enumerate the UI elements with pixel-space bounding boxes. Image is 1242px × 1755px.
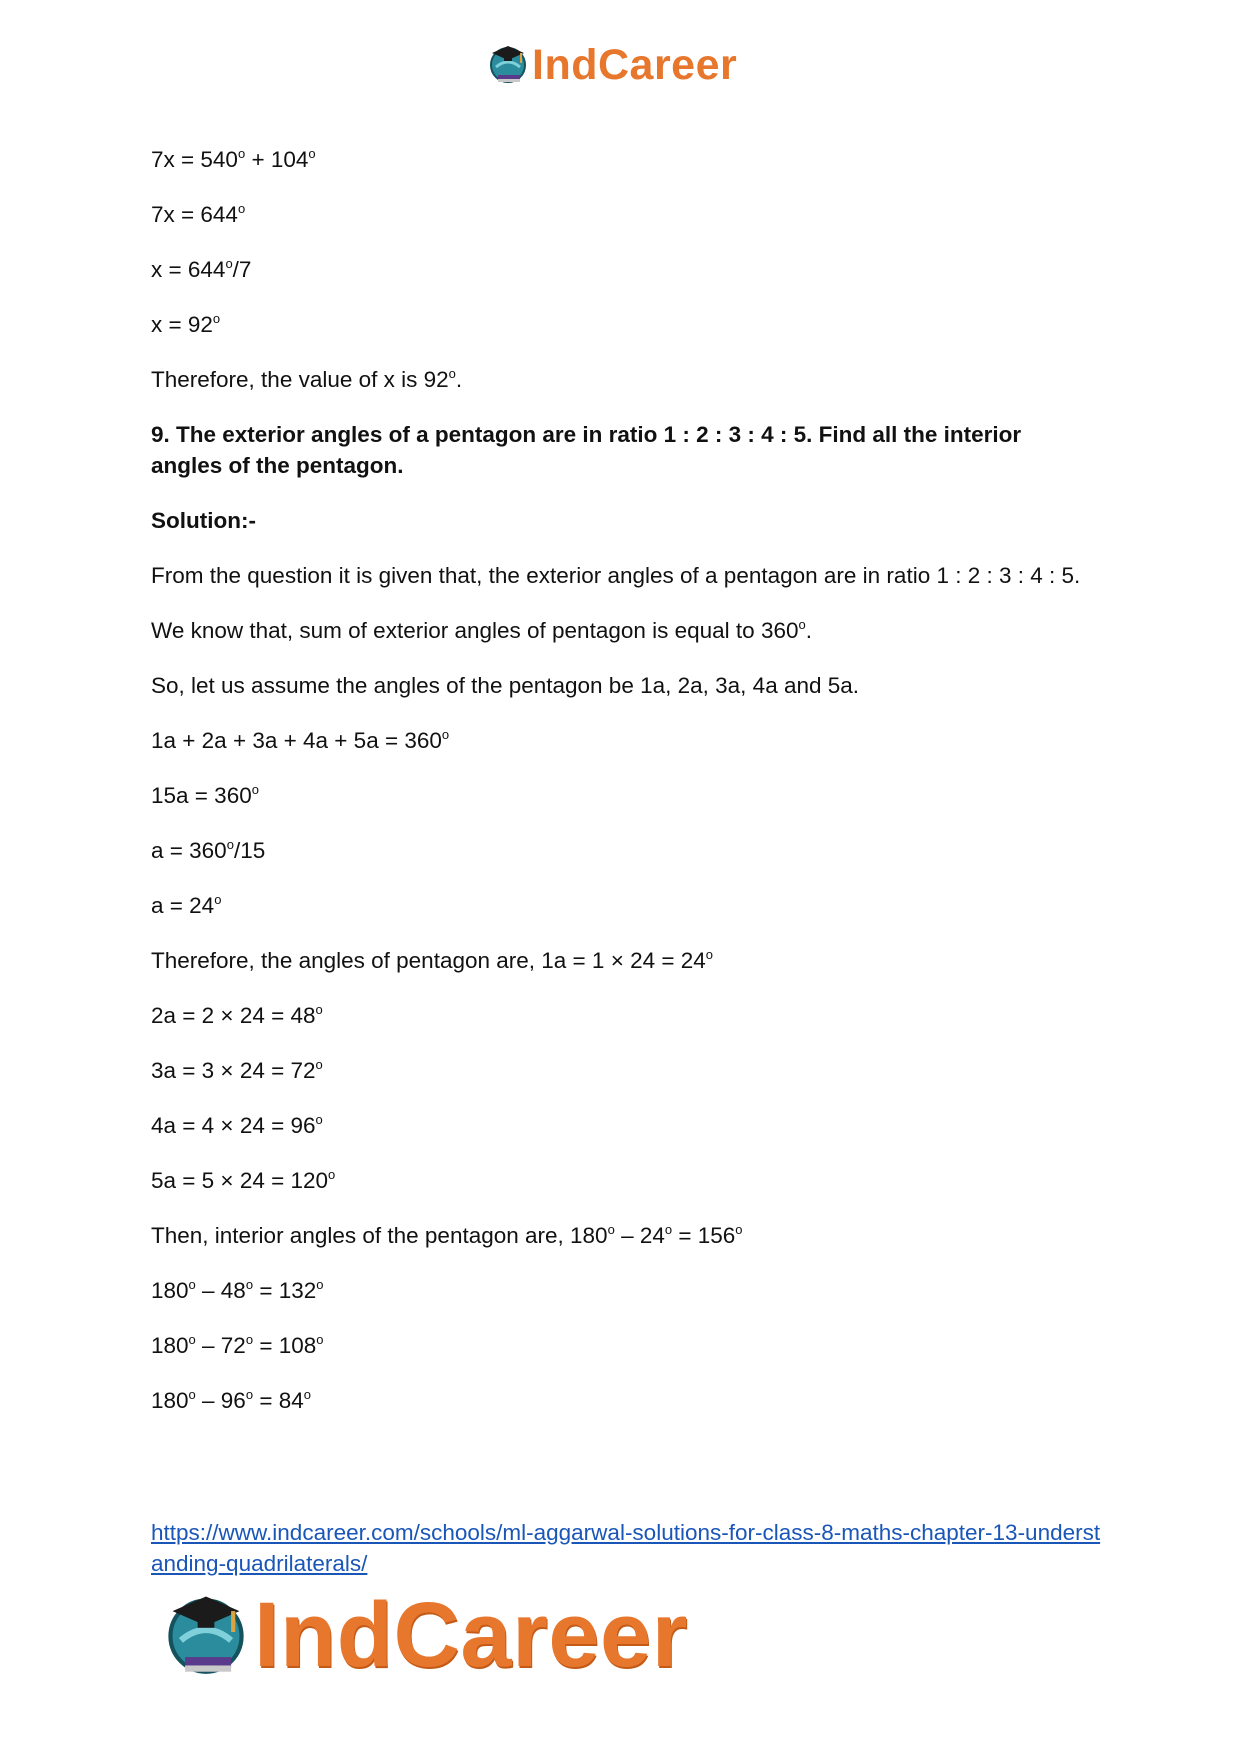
degree-mark: o [245,1332,254,1347]
line-text: 2a = 2 × 24 = 48 [151,1003,316,1028]
document-body [151,144,1091,1440]
line-text: 1a + 2a + 3a + 4a + 5a = 360 [151,728,442,753]
degree-mark: o [188,1277,196,1292]
line-text: Solution:- [151,508,256,533]
degree-mark: o [315,1112,323,1127]
line-text-continued: – 48 [195,1278,246,1303]
text-line [151,615,1091,646]
line-text: x = 644 [151,257,226,282]
line-text-continued: = 84 [253,1388,304,1413]
line-text: We know that, sum of exterior angles of pentagon is equal to 360 [151,618,799,643]
line-text-continued: + 104 [245,147,309,172]
line-text: Then, interior angles of the pentagon are, 180 [151,1223,608,1248]
degree-mark: o [315,1057,323,1072]
line-text: 180 [151,1333,189,1358]
text-line [151,1165,1091,1196]
degree-mark: o [735,1222,743,1237]
line-text-continued: /15 [233,838,266,863]
graduation-cap-globe-icon [160,1586,252,1683]
degree-mark: o [441,727,450,742]
degree-mark: o [316,1332,324,1347]
text-line [151,780,1091,811]
line-text-continued: – 72 [195,1333,246,1358]
line-text-continued: = 132 [253,1278,317,1303]
line-text: Therefore, the value of x is 92 [151,367,449,392]
degree-mark: o [303,1387,311,1402]
degree-mark: o [328,1167,336,1182]
line-text-continued: = 156 [672,1223,736,1248]
line-text: 180 [151,1388,189,1413]
footer-logo [160,1583,689,1686]
source-link[interactable]: https://www.indcareer.com/schools/ml-aggarwal-solutions-for-class-8-maths-chapter-13-understanding-quadrilaterals/ [151,1520,1101,1576]
heading-line [151,419,1091,481]
text-line [151,560,1091,591]
header-logo [486,40,737,90]
degree-mark: o [188,1387,196,1402]
text-line [151,1000,1091,1031]
line-text: 3a = 3 × 24 = 72 [151,1058,316,1083]
line-text: 5a = 5 × 24 = 120 [151,1168,329,1193]
line-text: 180 [151,1278,189,1303]
degree-mark: o [237,201,246,216]
line-text-continued: – 96 [195,1388,246,1413]
degree-mark: o [798,617,806,632]
degree-mark: o [705,947,714,962]
text-line [151,835,1091,866]
brand-wordmark: IndCareer [254,1583,689,1686]
heading-line [151,505,1091,536]
degree-mark: o [448,366,456,381]
line-text-continued: /7 [232,257,252,282]
degree-mark: o [225,256,233,271]
degree-mark: o [245,1277,254,1292]
line-text: 7x = 644 [151,202,238,227]
degree-mark: o [212,311,221,326]
text-line [151,364,1091,395]
text-line [151,1055,1091,1086]
text-line [151,254,1091,285]
text-line [151,144,1091,175]
text-line [151,1220,1091,1251]
degree-mark: o [214,892,222,907]
text-line [151,725,1091,756]
degree-mark: o [664,1222,673,1237]
text-line [151,890,1091,921]
text-line [151,945,1091,976]
line-text: 15a = 360 [151,783,252,808]
degree-mark: o [607,1222,615,1237]
brand-wordmark: IndCareer [532,40,738,89]
text-line [151,1330,1091,1361]
degree-mark: o [308,146,316,161]
line-text-continued: – 24 [614,1223,665,1248]
text-line [151,670,1091,701]
line-text: From the question it is given that, the exterior angles of a pentagon are in ratio 1 : 2 : 3 : 4 : 5. [151,563,1081,588]
text-line [151,1110,1091,1141]
line-text: So, let us assume the angles of the pentagon be 1a, 2a, 3a, 4a and 5a. [151,673,860,698]
text-line [151,1275,1091,1306]
degree-mark: o [315,1002,323,1017]
degree-mark: o [188,1332,196,1347]
line-text-continued: = 108 [253,1333,317,1358]
line-text-continued: . [455,367,463,392]
degree-mark: o [245,1387,254,1402]
degree-mark: o [251,782,259,797]
graduation-cap-globe-icon [486,41,530,90]
line-text: 9. The exterior angles of a pentagon are in ratio 1 : 2 : 3 : 4 : 5. Find all the interior angles of the pentagon. [151,422,1022,478]
line-text: 7x = 540 [151,147,238,172]
line-text: 4a = 4 × 24 = 96 [151,1113,316,1138]
line-text: a = 24 [151,893,215,918]
degree-mark: o [226,837,234,852]
degree-mark: o [316,1277,324,1292]
text-line [151,1385,1091,1416]
text-line [151,199,1091,230]
line-text: Therefore, the angles of pentagon are, 1a = 1 × 24 = 24 [151,948,706,973]
line-text-continued: . [805,618,812,643]
line-text: a = 360 [151,838,227,863]
degree-mark: o [237,146,246,161]
text-line [151,309,1091,340]
line-text: x = 92 [151,312,213,337]
